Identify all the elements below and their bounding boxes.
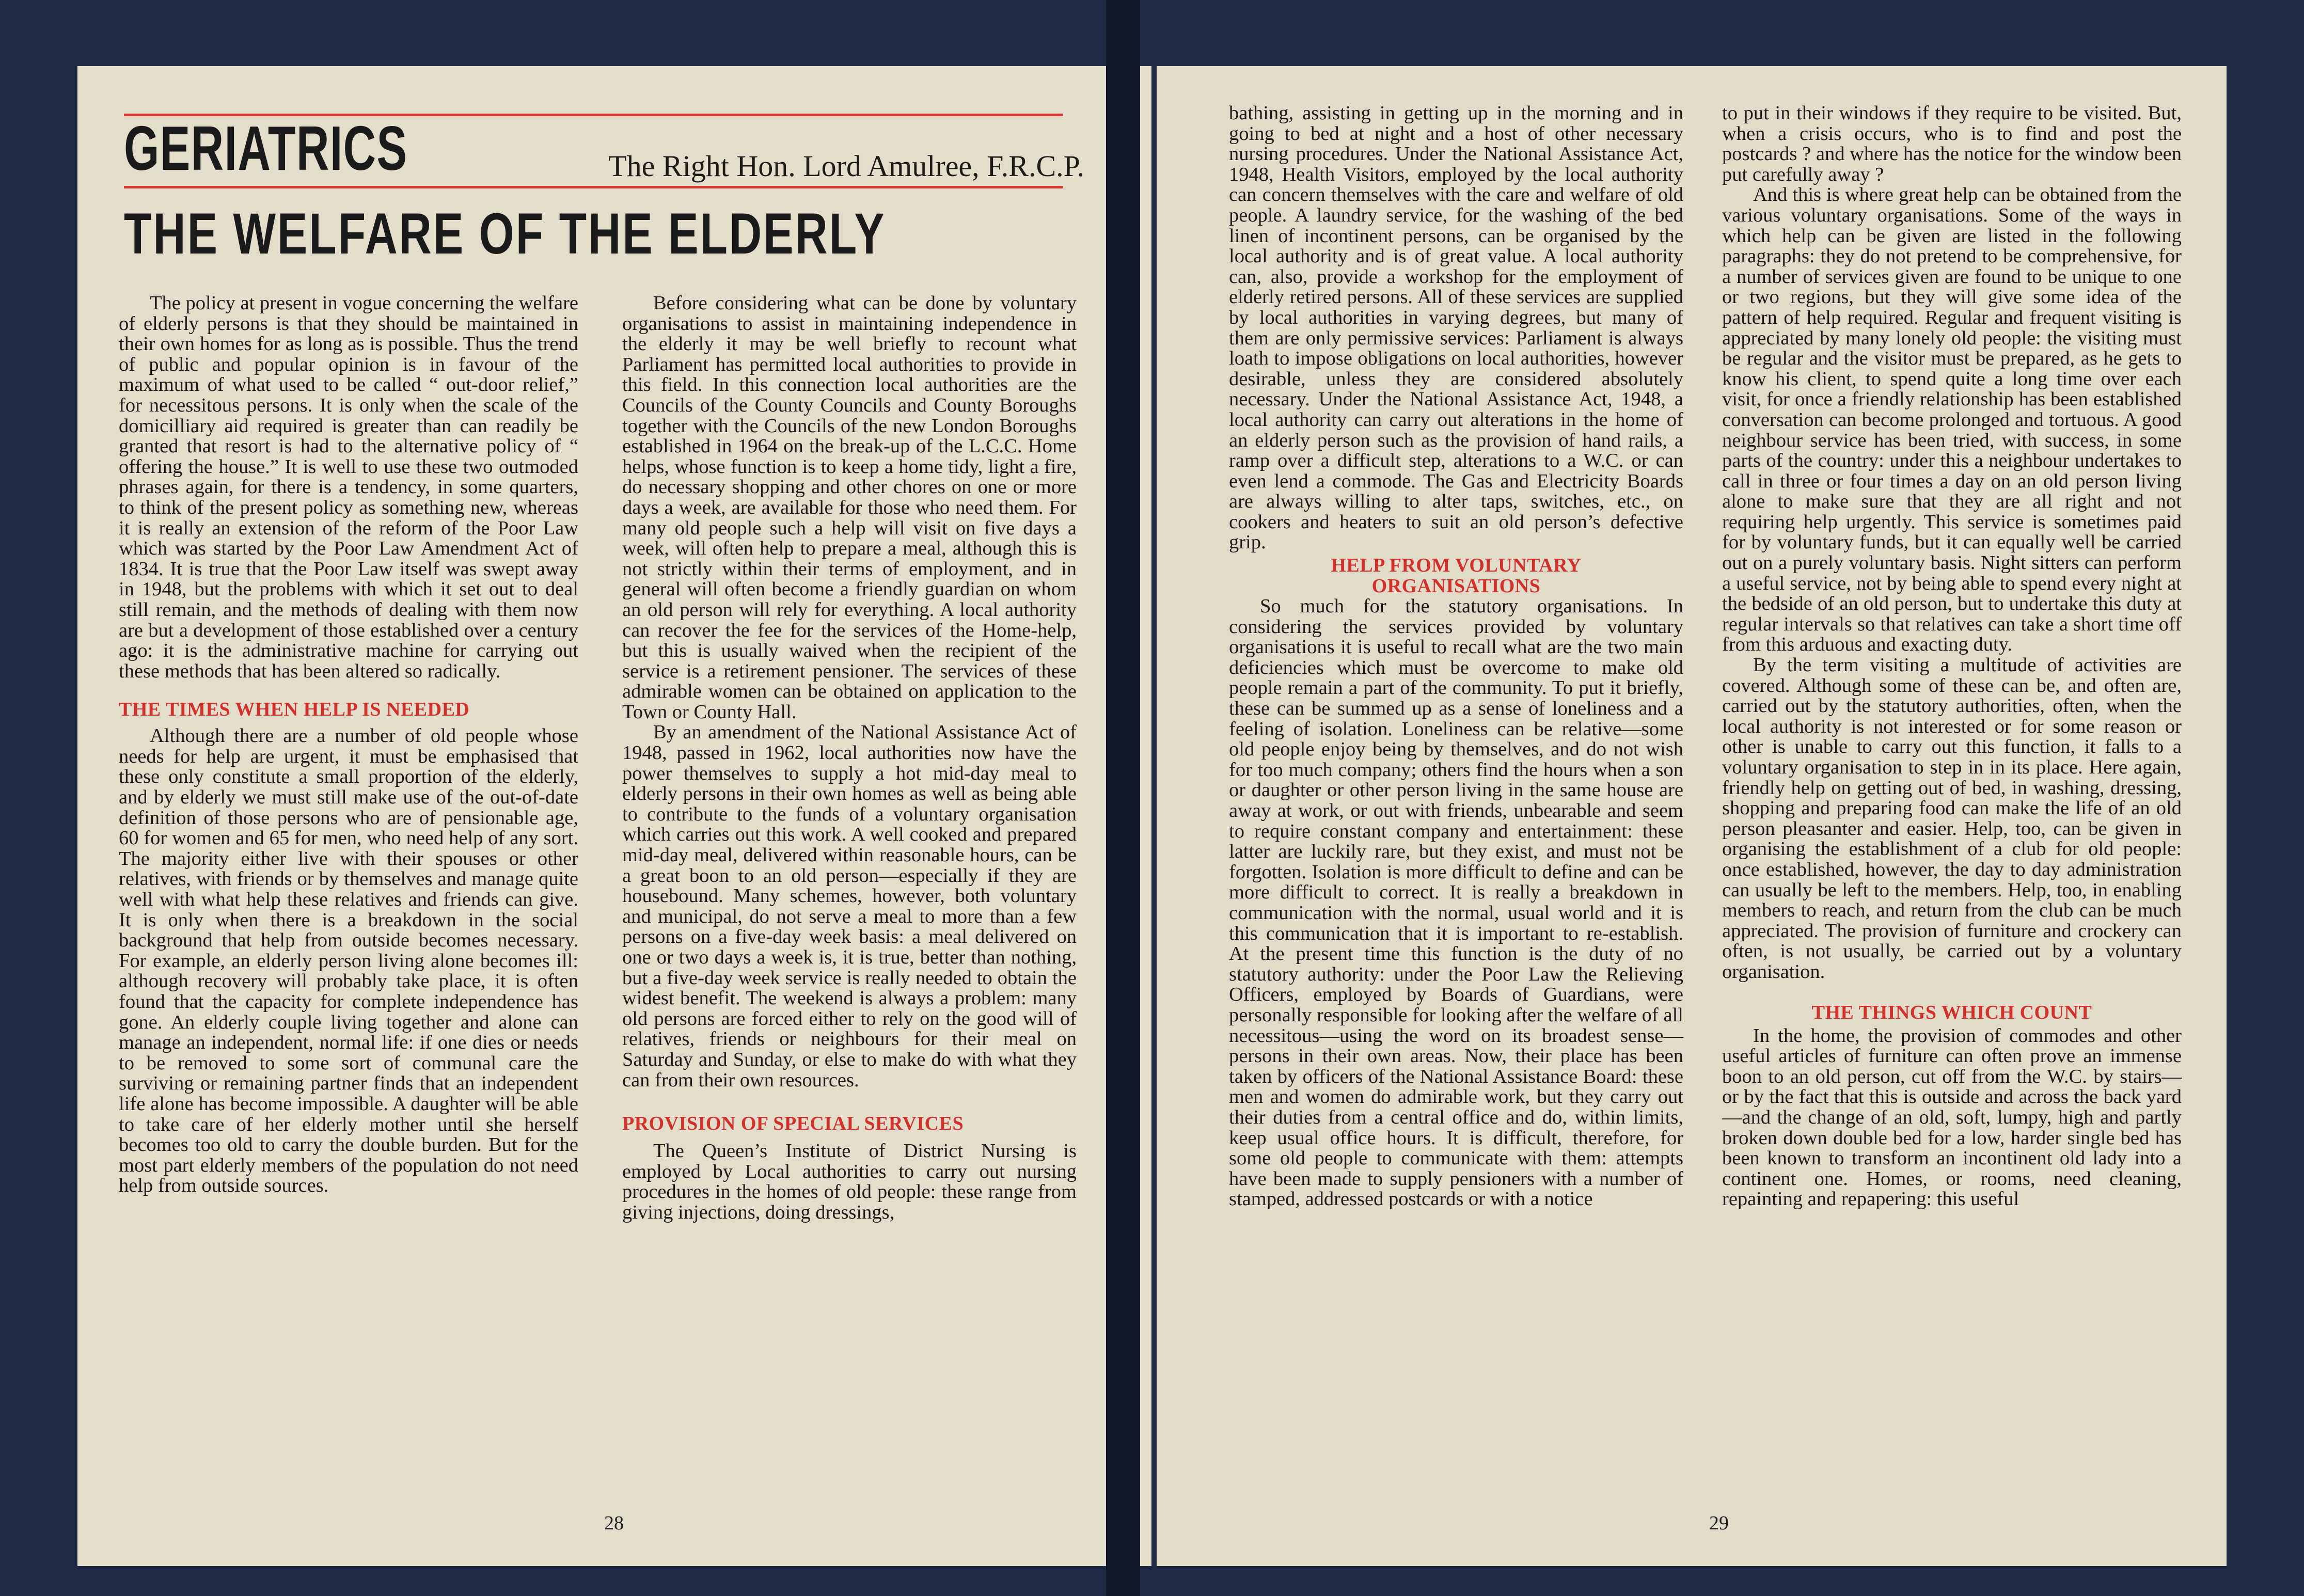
right-page: [1157, 66, 2227, 1566]
paragraph: The Queen’s Institute of District Nursing is employed by Local authorities to carry out nursing procedures in the homes of old people: these range from giving injections, doing dressings,: [622, 1140, 1077, 1223]
paragraph: In the home, the provision of commodes and other useful articles of furniture can often prove an immense boon to an old person, cut off from the W.C. by stairs—or by the fact that this is outside and across the back yard—and the change of an old, soft, lumpy, high and partly broken down double bed for a low, harder single bed has been known to transform an incontinent old lady into a continent one. Homes, or rooms, need cleaning, repainting and repapering: this useful: [1722, 1024, 2182, 1210]
paragraph: Although there are a number of old people whose needs for help are urgent, it must be emphasised that these only constitute a small proportion of the elderly, and by elderly we must still make use of the out-of-date definition of those persons who are of pensionable age, 60 for women and 65 for men, who need help of any sort. The majority either live with their spouses or other relatives, with friends or by themselves and manage quite well with what help these relatives and friends can give. It is only when there is a breakdown in the social background that help from outside becomes necessary. For example, an elderly person living alone becomes ill: although recovery will probably take place, it is often found that the capacity for complete independence has gone. An elderly couple living together and alone can manage an independent, normal life: if one dies or needs to be removed to some sort of communal care the surviving or remaining partner finds that an independent life alone has become impossible. A daughter will be able to take care of her elderly mother until she herself becomes too old to carry the double burden. But for the most part elderly members of the population do not need help from outside sources.: [119, 725, 578, 1197]
paragraph: So much for the statutory organisations. In considering the services provided by voluntary organisations it is useful to recall what are the two main deficiencies which must be overcome to make old people remain a part of the community. To put it briefly, these can be summed up as a sense of loneliness and a feeling of isolation. Loneliness can be relative—some old people enjoy being by themselves, and do not wish for too much company; others find the hours when a son or daughter or other person living in the same house are away at work, or out with friends, unbearable and seem to require constant company and entertainment: these latter are luckily rare, but they exist, and must not be forgotten. Isolation is more difficult to define and can be more difficult to correct. It is really a breakdown in communication with the normal, usual world and it is this communication that it is important to re-establish. At the present time this function is the duty of no statutory authority: under the Poor Law the Relieving Officers, employed by Boards of Guardians, were personally responsible for looking after the welfare of all necessitous—using the word on its broadest sense—persons in their own areas. Now, their place has been taken by officers of the National Assistance Board: these men and women do admirable work, but they carry out their duties from a central office and do, within limits, keep usual office hours. It is difficult, therefore, for some old people to communicate with them: attempts have been made to supply pensioners with a number of stamped, addressed postcards or with a notice: [1229, 595, 1683, 1210]
paragraph: bathing, assisting in getting up in the morning and in going to bed at night and a host of other necessary nursing procedures. Under the National Assistance Act, 1948, Health Visitors, employed by the local authority can concern themselves with the care and welfare of old people. A laundry service, for the washing of the bed linen of incontinent persons, can be organised by the local authority and is of great value. A local authority can, also, provide a workshop for the employment of elderly retired persons. All of these services are supplied by local authorities in varying degrees, but many of them are only permissive services: Parliament is always loath to impose obligations on local authorities, however desirable, unless they are considered absolutely necessary. Under the National Assistance Act, 1948, a local authority can carry out alterations in the home of an elderly person such as the provision of hand rails, a ramp over a difficult step, alterations to a W.C. or can even lend a commode. The Gas and Electricity Boards are always willing to alter taps, switches, etc., on cookers and heaters to suit an old person’s defective grip.: [1229, 102, 1683, 554]
column-4: [1722, 103, 2182, 1210]
column-1: [119, 293, 578, 1196]
spine-gutter: [1106, 0, 1140, 1596]
page-number: 28: [604, 1512, 624, 1534]
subheading-the-things-which-count: THE THINGS WHICH COUNT: [1811, 1001, 2092, 1023]
subheading-provision-of-special-services: PROVISION OF SPECIAL SERVICES: [622, 1113, 964, 1135]
header-bottom-rule: [124, 186, 1063, 188]
column-2: [622, 293, 1077, 1223]
subheading-times-when-help-is-needed: THE TIMES WHEN HELP IS NEEDED: [119, 699, 470, 721]
page-number: 29: [1709, 1512, 1729, 1534]
section-title: GERIATRICS: [124, 113, 408, 183]
paragraph: The policy at present in vogue concerning the welfare of elderly persons is that they should be maintained in their own homes for as long as is possible. Thus the trend of public and popular opinion is in favour of the maximum of what used to be called “ out-door relief,” for necessitous persons. It is only when the scale of the domicilliary aid required is greater than can readily be granted that resort is had to the alternative policy of “ offering the house.” It is well to use these two outmoded phrases again, for there is a tendency, in some quarters, to think of the present policy as something new, whereas it is really an extension of the reform of the Poor Law which was started by the Poor Law Amendment Act of 1834. It is true that the Poor Law itself was swept away in 1948, but the problems with which it set out to deal still remain, and the methods of dealing with them now are but a development of those established over a century ago: it is the administrative machine for carrying out these methods that has been altered so radically.: [119, 292, 578, 682]
article-headline: THE WELFARE OF THE ELDERLY: [124, 201, 886, 266]
paragraph: By an amendment of the National Assistance Act of 1948, passed in 1962, local authorities now have the power themselves to supply a hot mid-day meal to elderly persons in their own homes as well as being able to contribute to the funds of a voluntary organisation which carries out this work. A well cooked and prepared mid-day meal, delivered within reasonable hours, can be a great boon to an old person—especially if they are housebound. Many schemes, however, both voluntary and municipal, do not serve a meal to more than a few persons on a five-day week basis: a meal delivered on one or two days a week is, it is true, better than nothing, but a five-day week service is really needed to obtain the widest benefit. The weekend is always a problem: many old persons are forced either to rely on the good will of relatives, friends or neighbours for their meal on Saturday and Sunday, or else to make do with what they can from their own resources.: [622, 721, 1077, 1091]
paragraph: By the term visiting a multitude of activities are covered. Although some of these can be, and often are, carried out by the statutory authorities, often, when the local authority is not interested or for some reason or other is unable to carry out this function, it falls to a voluntary organisation to step in in its place. Here again, friendly help on getting out of bed, in washing, dressing, shopping and preparing food can make the life of an old person pleasanter and easier. Help, too, can be given in organising the establishment of a club for old people: once established, however, the day to day administration can usually be left to the members. Help, too, in enabling members to reach, and return from the club can be much appreciated. The provision of furniture and crockery can often, is not usually, be carried out by a voluntary organisation.: [1722, 654, 2182, 983]
subheading-help-from-voluntary-organisations: HELP FROM VOLUNTARY ORGANISATIONS: [1331, 555, 1582, 597]
paragraph: Before considering what can be done by voluntary organisations to assist in maintaining independence in the elderly it may be well briefly to recount what Parliament has permitted local authorities to provide in this field. In this connection local authorities are the Councils of the County Councils and County Boroughs together with the Councils of the new London Boroughs established in 1964 on the break-up of the L.C.C. Home helps, whose function is to keep a home tidy, light a fire, do necessary shopping and other chores on one or more days a week, are available for those who need them. For many old people such a help will visit on five days a week, will often help to prepare a meal, although this is not strictly within their terms of employment, and in general will often become a friendly guardian on whom an old person will rely for everything. A local authority can recover the fee for the services of the Home-help, but this is usually waived when the recipient of the service is a retirement pensioner. The services of these admirable women can be obtained on application to the Town or County Hall.: [622, 292, 1077, 723]
author-byline: The Right Hon. Lord Amulree, F.R.C.P.: [608, 149, 1084, 183]
column-3: [1229, 103, 1683, 1210]
paragraph: to put in their windows if they require to be visited. But, when a crisis occurs, who is to find and post the postcards ? and where has the notice for the window been put carefully away ?: [1722, 102, 2182, 185]
paragraph: And this is where great help can be obtained from the various voluntary organisations. Some of the ways in which help can be given are listed in the following paragraphs: they do not pretend to be comprehensive, for a number of services given are found to be unique to one or two regions, but they will give some idea of the pattern of help required. Regular and frequent visiting is appreciated by many lonely old people: the visiting must be regular and the visitor must be prepared, as he gets to know his client, to spend quite a long time over each visit, for once a friendly relationship has been established conversation can become prolonged and tortuous. A good neighbour service has been tried, with success, in some parts of the country: under this a neighbour undertakes to call in three or four times a day on an old person living alone to make sure that they are all right and not requiring help urgently. This service is sometimes paid for by voluntary funds, but it can equally well be carried out on a purely voluntary basis. Night sitters can perform a useful service, not by being able to spend every night at the bedside of an old person, but to undertake this duty at regular intervals so that relatives can take a short time off from this arduous and exacting duty.: [1722, 184, 2182, 656]
left-page: [77, 66, 1151, 1566]
